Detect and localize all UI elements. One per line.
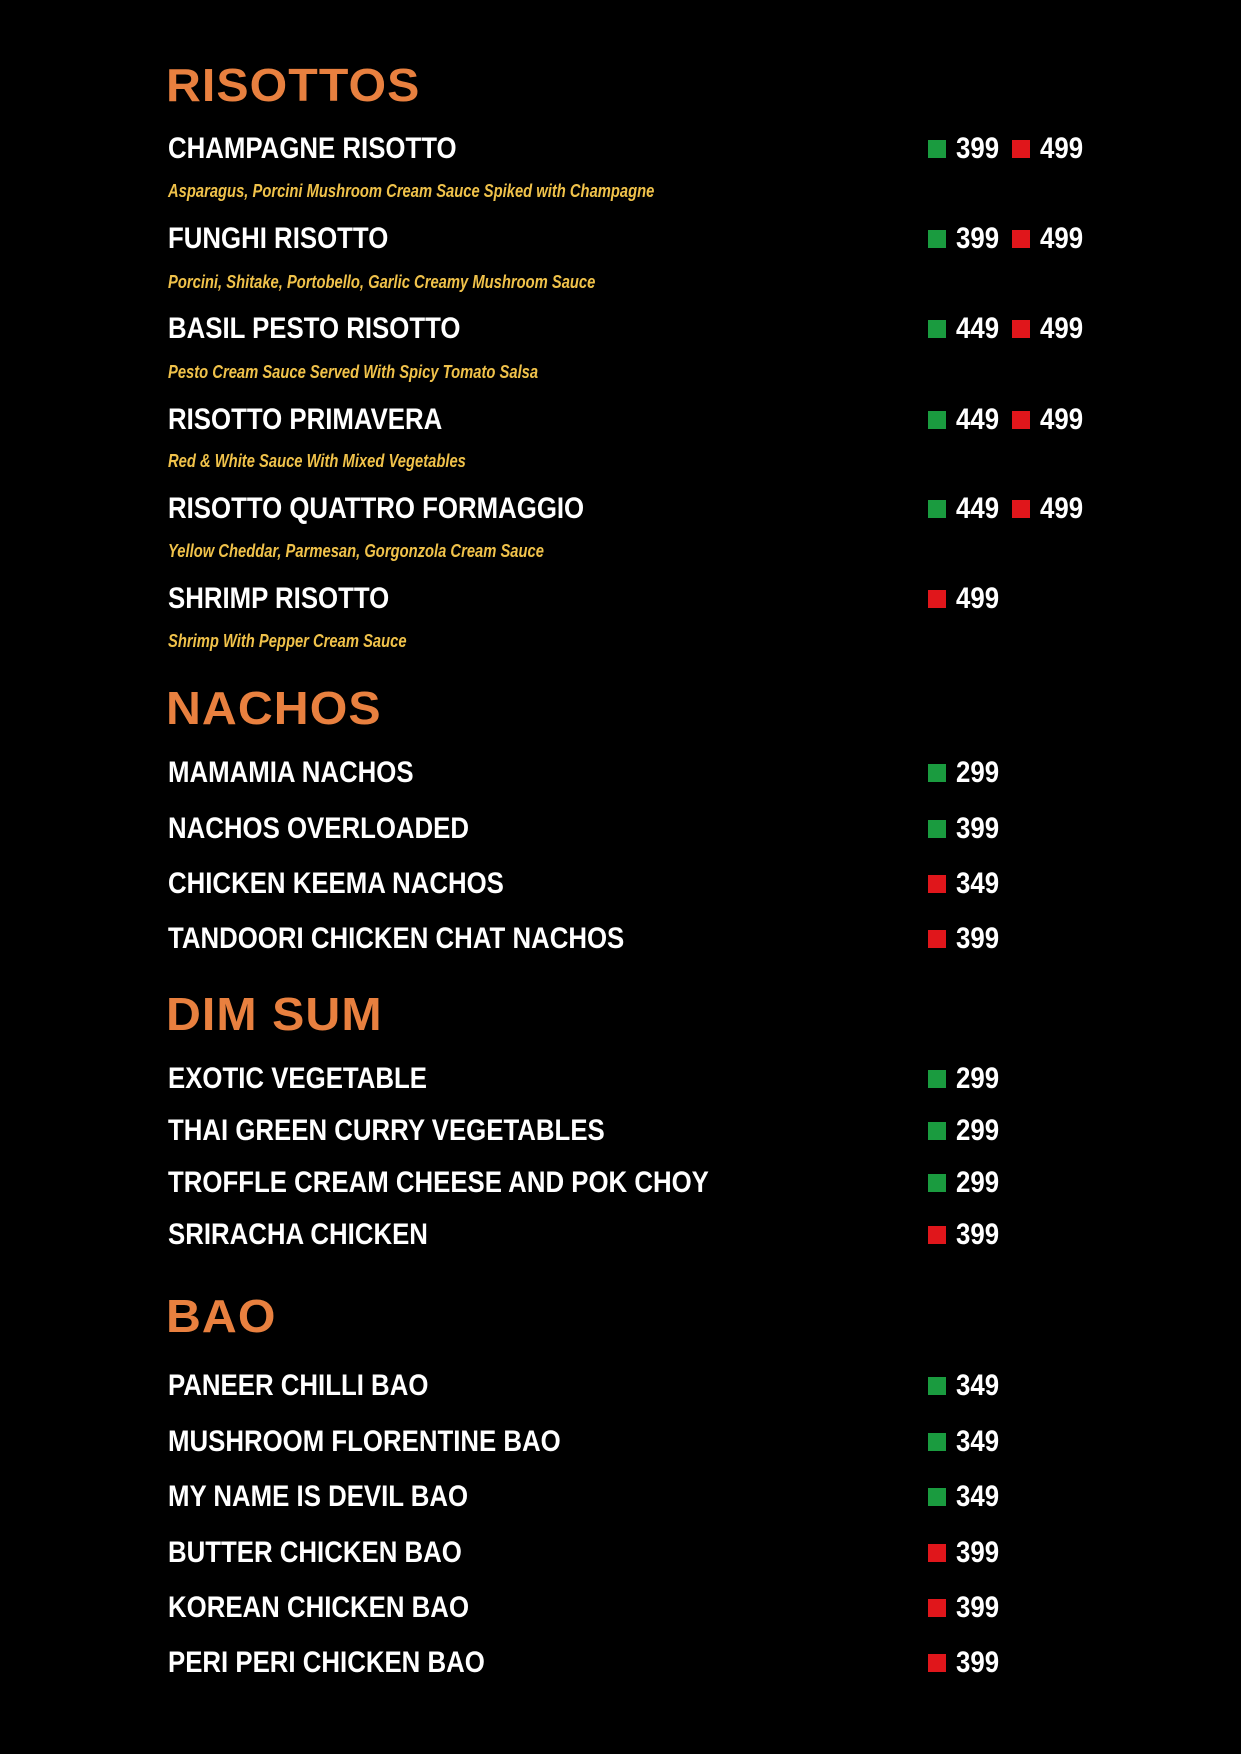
section-heading: NACHOS xyxy=(166,682,382,734)
menu-item-description: Yellow Cheddar, Parmesan, Gorgonzola Cream Sauce xyxy=(168,541,544,561)
menu-item-name: RISOTTO QUATTRO FORMAGGIO xyxy=(168,492,585,525)
menu-item-prices xyxy=(928,1648,1012,1678)
veg-indicator-icon xyxy=(928,1488,946,1506)
nonveg-indicator-icon xyxy=(1012,500,1030,518)
menu-item-description: Asparagus, Porcini Mushroom Cream Sauce Spiked with Champagne xyxy=(168,181,655,201)
veg-indicator-icon xyxy=(928,230,946,248)
menu-item-prices xyxy=(928,814,1012,844)
menu-item-prices xyxy=(928,314,1096,344)
menu-item-prices xyxy=(928,1220,1012,1250)
menu-item-prices xyxy=(928,494,1096,524)
price-value: 499 xyxy=(956,582,1000,615)
menu-item-name: MY NAME IS DEVIL BAO xyxy=(168,1480,469,1513)
menu-item-description: Red & White Sauce With Mixed Vegetables xyxy=(168,451,466,471)
price-value: 299 xyxy=(956,1114,1000,1147)
menu-item-name: CHICKEN KEEMA NACHOS xyxy=(168,867,504,900)
price-value: 499 xyxy=(1040,312,1084,345)
menu-item-prices xyxy=(928,869,1012,899)
menu-item-name: PERI PERI CHICKEN BAO xyxy=(168,1646,485,1679)
menu-item-prices xyxy=(928,758,1012,788)
menu-item-name: THAI GREEN CURRY VEGETABLES xyxy=(168,1114,605,1147)
menu-item-name: RISOTTO PRIMAVERA xyxy=(168,403,443,436)
price-value: 399 xyxy=(956,222,1000,255)
menu-item-name: CHAMPAGNE RISOTTO xyxy=(168,132,457,165)
nonveg-indicator-icon xyxy=(1012,230,1030,248)
menu-item-name: MAMAMIA NACHOS xyxy=(168,756,414,789)
section-heading: BAO xyxy=(166,1290,277,1342)
menu-item-prices xyxy=(928,1064,1012,1094)
section-heading: RISOTTOS xyxy=(166,59,421,111)
veg-indicator-icon xyxy=(928,1433,946,1451)
menu-item-name: KOREAN CHICKEN BAO xyxy=(168,1591,470,1624)
menu-item-prices xyxy=(928,224,1096,254)
menu-item-name: BASIL PESTO RISOTTO xyxy=(168,312,461,345)
veg-indicator-icon xyxy=(928,140,946,158)
nonveg-indicator-icon xyxy=(928,875,946,893)
menu-item-description: Shrimp With Pepper Cream Sauce xyxy=(168,631,407,651)
menu-item-prices xyxy=(928,1168,1012,1198)
nonveg-indicator-icon xyxy=(1012,411,1030,429)
price-value: 449 xyxy=(956,312,1000,345)
menu-item-name: EXOTIC VEGETABLE xyxy=(168,1062,427,1095)
veg-indicator-icon xyxy=(928,1174,946,1192)
veg-indicator-icon xyxy=(928,1070,946,1088)
menu-item-prices xyxy=(928,405,1096,435)
menu-item-prices xyxy=(928,1371,1012,1401)
menu-item-name: PANEER CHILLI BAO xyxy=(168,1369,429,1402)
veg-indicator-icon xyxy=(928,764,946,782)
price-value: 349 xyxy=(956,1425,1000,1458)
price-value: 449 xyxy=(956,403,1000,436)
nonveg-indicator-icon xyxy=(928,1226,946,1244)
veg-indicator-icon xyxy=(928,1377,946,1395)
nonveg-indicator-icon xyxy=(928,1654,946,1672)
veg-indicator-icon xyxy=(928,1122,946,1140)
price-value: 299 xyxy=(956,1062,1000,1095)
price-value: 349 xyxy=(956,1369,1000,1402)
menu-item-prices xyxy=(928,584,1012,614)
menu-item-prices xyxy=(928,134,1096,164)
menu-item-prices xyxy=(928,924,1012,954)
nonveg-indicator-icon xyxy=(928,1599,946,1617)
nonveg-indicator-icon xyxy=(1012,140,1030,158)
price-value: 399 xyxy=(956,922,1000,955)
menu-item-description: Porcini, Shitake, Portobello, Garlic Creamy Mushroom Sauce xyxy=(168,272,596,292)
menu-item-prices xyxy=(928,1538,1012,1568)
section-heading: DIM SUM xyxy=(166,988,383,1040)
nonveg-indicator-icon xyxy=(928,1544,946,1562)
price-value: 499 xyxy=(1040,132,1084,165)
price-value: 299 xyxy=(956,756,1000,789)
veg-indicator-icon xyxy=(928,320,946,338)
nonveg-indicator-icon xyxy=(1012,320,1030,338)
menu-item-prices xyxy=(928,1427,1012,1457)
menu-item-name: MUSHROOM FLORENTINE BAO xyxy=(168,1425,561,1458)
price-value: 399 xyxy=(956,1218,1000,1251)
price-value: 499 xyxy=(1040,403,1084,436)
menu-item-name: TANDOORI CHICKEN CHAT NACHOS xyxy=(168,922,625,955)
price-value: 499 xyxy=(1040,492,1084,525)
menu-item-name: TROFFLE CREAM CHEESE AND POK CHOY xyxy=(168,1166,709,1199)
price-value: 399 xyxy=(956,1591,1000,1624)
nonveg-indicator-icon xyxy=(928,590,946,608)
price-value: 399 xyxy=(956,1536,1000,1569)
menu-item-name: BUTTER CHICKEN BAO xyxy=(168,1536,462,1569)
menu-item-name: NACHOS OVERLOADED xyxy=(168,812,470,845)
veg-indicator-icon xyxy=(928,820,946,838)
veg-indicator-icon xyxy=(928,411,946,429)
price-value: 399 xyxy=(956,132,1000,165)
menu-item-name: FUNGHI RISOTTO xyxy=(168,222,389,255)
price-value: 349 xyxy=(956,1480,1000,1513)
price-value: 299 xyxy=(956,1166,1000,1199)
menu-item-prices xyxy=(928,1116,1012,1146)
menu-item-prices xyxy=(928,1482,1012,1512)
nonveg-indicator-icon xyxy=(928,930,946,948)
menu-item-prices xyxy=(928,1593,1012,1623)
menu-item-description: Pesto Cream Sauce Served With Spicy Tomato Salsa xyxy=(168,362,539,382)
price-value: 399 xyxy=(956,1646,1000,1679)
veg-indicator-icon xyxy=(928,500,946,518)
price-value: 499 xyxy=(1040,222,1084,255)
price-value: 449 xyxy=(956,492,1000,525)
price-value: 349 xyxy=(956,867,1000,900)
menu-item-name: SRIRACHA CHICKEN xyxy=(168,1218,428,1251)
menu-item-name: SHRIMP RISOTTO xyxy=(168,582,390,615)
price-value: 399 xyxy=(956,812,1000,845)
